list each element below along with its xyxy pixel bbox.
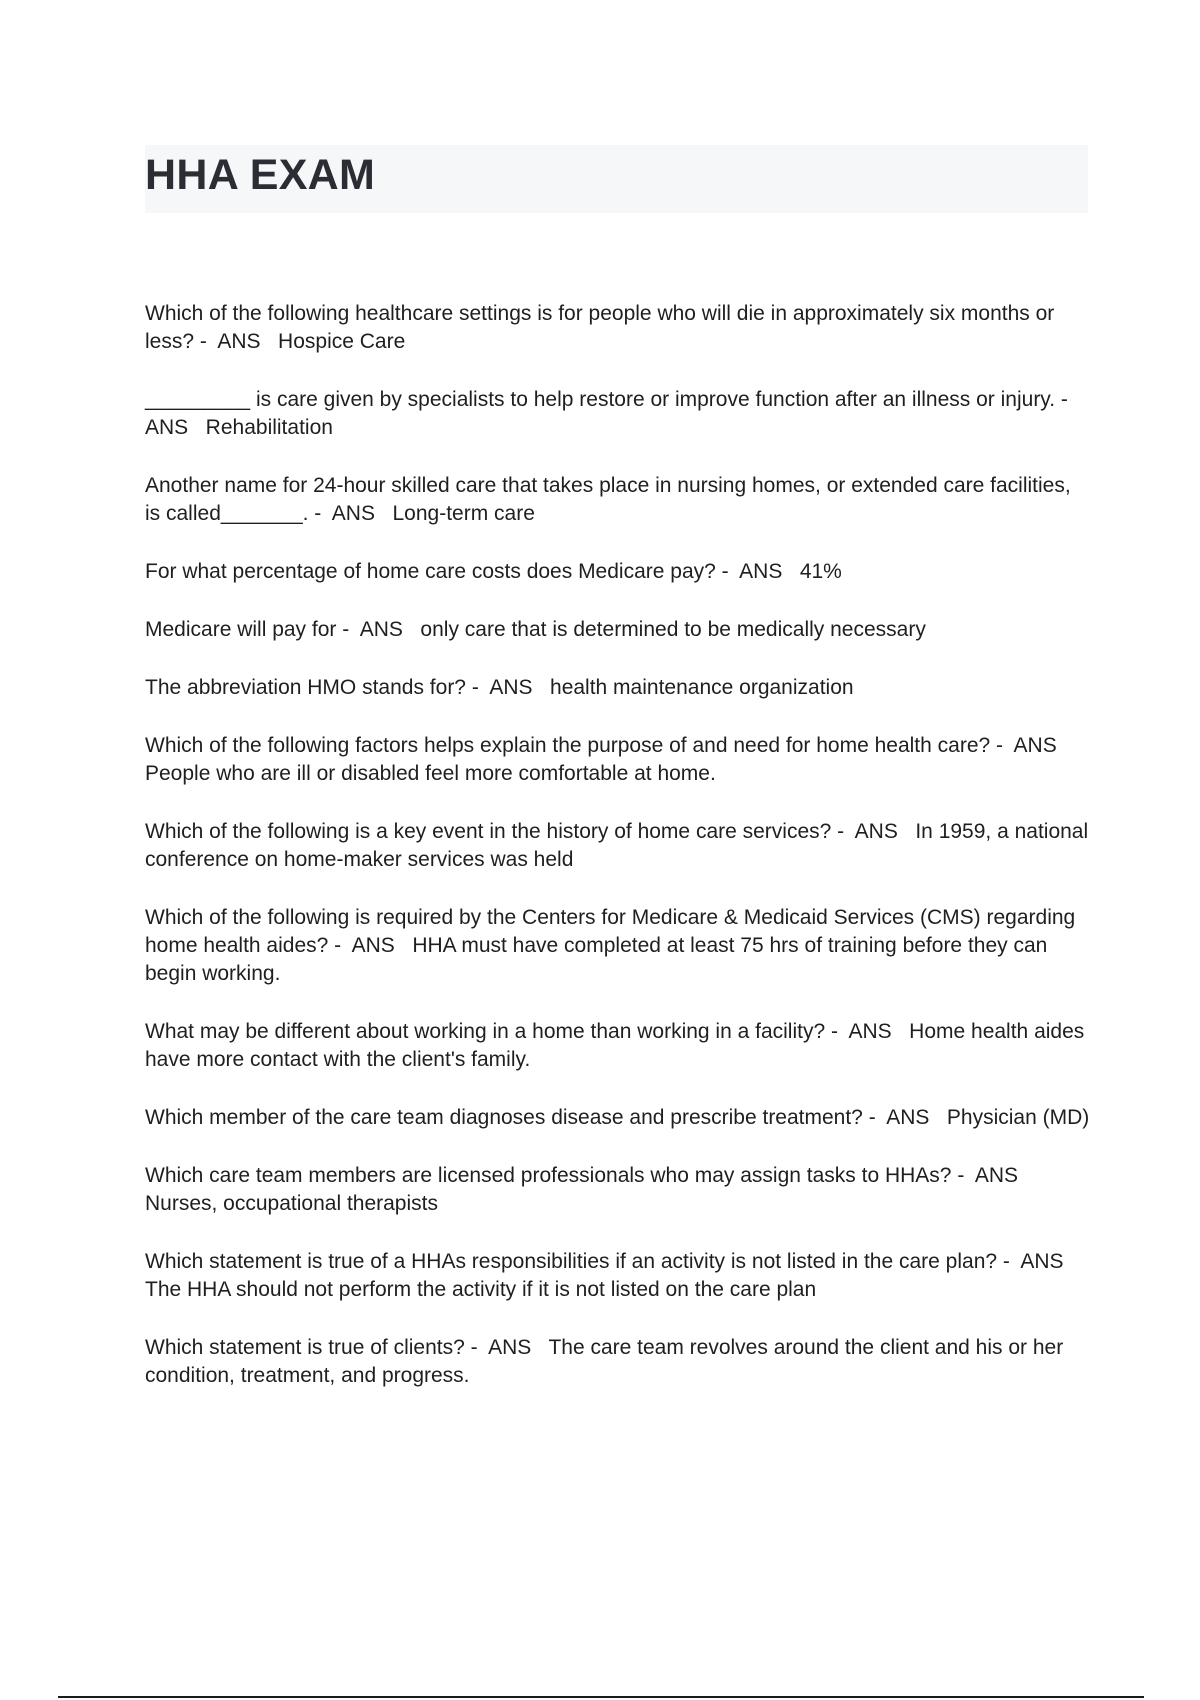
qa-list — [145, 300, 1094, 1420]
qa-item: Medicare will pay for - ANS only care that is determined to be medically necessary — [145, 618, 926, 641]
qa-item: Which of the following is a key event in the history of home care services? - ANS In 1959, a national conference on home-maker services was held — [145, 820, 1094, 871]
page-title: HHA EXAM — [145, 151, 376, 199]
qa-item: Which care team members are licensed professionals who may assign tasks to HHAs? - ANS Nurses, occupational therapists — [145, 1164, 1036, 1215]
qa-item: For what percentage of home care costs does Medicare pay? - ANS 41% — [145, 560, 842, 583]
footer-rule — [58, 1696, 1144, 1698]
qa-item: Which of the following healthcare settings is for people who will die in approximately six months or less? - ANS Hospice Care — [145, 302, 1061, 353]
qa-item: Which statement is true of clients? - ANS The care team revolves around the client and his or her condition, treatment, and progress. — [145, 1336, 1070, 1387]
qa-item: _________ is care given by specialists to help restore or improve function after an illness or injury. - ANS Rehabilitation — [145, 388, 1079, 439]
qa-item: Which of the following factors helps explain the purpose of and need for home health care? - ANS People who are ill or disabled feel more comfortable at home. — [145, 734, 1075, 785]
qa-item: What may be different about working in a home than working in a facility? - ANS Home health aides have more contact with the client's family. — [145, 1020, 1091, 1071]
qa-item: The abbreviation HMO stands for? - ANS health maintenance organization — [145, 676, 854, 699]
qa-item: Which statement is true of a HHAs responsibilities if an activity is not listed in the care plan? - ANS The HHA should not perform the activity if it is not listed on the care plan — [145, 1250, 1081, 1301]
qa-item: Another name for 24-hour skilled care that takes place in nursing homes, or extended care facilities, is called_______. - ANS Long-term care — [145, 474, 1077, 525]
qa-item: Which of the following is required by the Centers for Medicare & Medicaid Services (CMS) regarding home health aides? - ANS HHA must have completed at least 75 hrs of training before they can begin working. — [145, 906, 1082, 985]
qa-item: Which member of the care team diagnoses disease and prescribe treatment? - ANS Physician (MD) — [145, 1106, 1090, 1129]
